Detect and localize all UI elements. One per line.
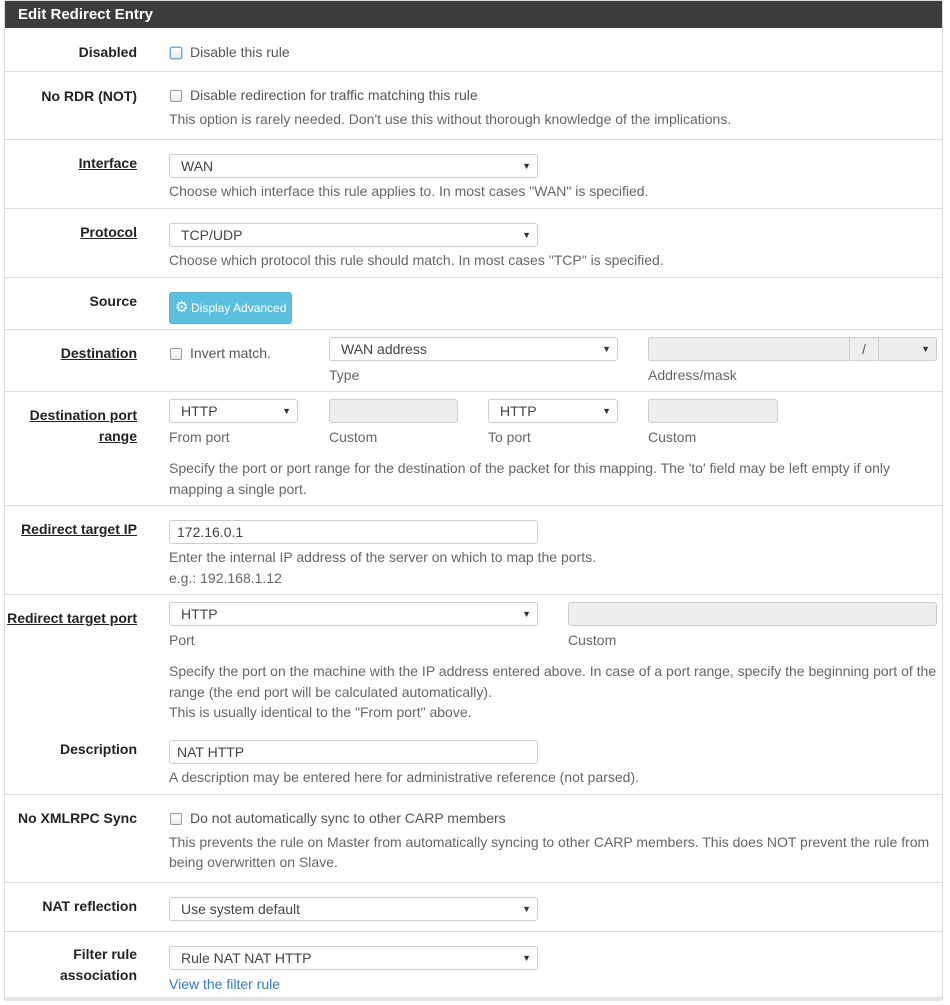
to-port-value: HTTP [500, 403, 537, 419]
destination-type-caption: Type [329, 367, 360, 383]
view-filter-rule-link[interactable]: View the filter rule [169, 976, 281, 992]
display-advanced-button[interactable] [169, 292, 292, 324]
to-port-custom-caption: Custom [648, 429, 697, 445]
dest-port-label-line2: range [98, 428, 137, 444]
description-label: Description [59, 741, 137, 757]
row-divider [5, 277, 942, 278]
chevron-down-icon: ▼ [602, 406, 611, 416]
display-advanced-label: Display Advanced [191, 301, 287, 315]
destination-type-value: WAN address [341, 341, 427, 357]
invert-match-text[interactable]: Invert match. [190, 345, 271, 361]
disabled-label: Disabled [78, 44, 137, 60]
nordr-help: This option is rarely needed. Don't use this without thorough knowledge of the implications. [169, 111, 732, 127]
row-divider [5, 882, 942, 883]
target-port-label: Redirect target port [7, 610, 137, 626]
from-port-value: HTTP [181, 403, 218, 419]
destination-mask-select[interactable] [878, 337, 937, 361]
source-label: Source [89, 293, 137, 309]
nat-reflection-value: Use system default [181, 901, 301, 917]
to-port-caption: To port [488, 429, 531, 445]
row-divider [5, 794, 942, 795]
dest-port-help-line2: mapping a single port. [169, 481, 307, 497]
panel-footer [5, 997, 942, 1001]
protocol-select[interactable] [169, 223, 538, 247]
destination-label: Destination [60, 345, 137, 361]
nordr-label: No RDR (NOT) [41, 88, 137, 104]
xmlrpc-help-line2: being overwritten on Slave. [169, 854, 338, 870]
edit-redirect-panel [4, 0, 943, 1000]
from-port-custom-input[interactable] [329, 399, 458, 423]
xmlrpc-checkbox-text[interactable]: Do not automatically sync to other CARP members [190, 810, 506, 826]
target-port-help-line2: range (the end port will be calculated automatically). [169, 684, 492, 700]
description-input[interactable]: NAT HTTP [169, 740, 538, 764]
row-divider [5, 71, 942, 72]
row-divider [5, 594, 942, 595]
interface-select[interactable] [169, 154, 538, 178]
filter-rule-select[interactable] [169, 946, 538, 970]
target-ip-label: Redirect target IP [21, 521, 137, 537]
row-divider [5, 208, 942, 209]
target-port-help-line1: Specify the port on the machine with the IP address entered above. In case of a port range, specify the beginning port of the [169, 663, 937, 679]
row-divider [5, 391, 942, 392]
chevron-down-icon: ▼ [522, 230, 531, 240]
nat-reflection-select[interactable] [169, 897, 538, 921]
target-port-custom-caption: Custom [568, 632, 617, 648]
from-port-caption: From port [169, 429, 230, 445]
interface-help: Choose which interface this rule applies to. In most cases "WAN" is specified. [169, 183, 649, 199]
xmlrpc-label: No XMLRPC Sync [17, 810, 137, 826]
filter-rule-value: Rule NAT NAT HTTP [181, 950, 312, 966]
nat-reflection-label: NAT reflection [42, 898, 137, 914]
target-ip-help-line1: Enter the internal IP address of the server on which to map the ports. [169, 549, 596, 565]
panel-title: Edit Redirect Entry [5, 1, 942, 28]
from-port-select[interactable] [169, 399, 298, 423]
row-divider [5, 329, 942, 330]
row-divider [5, 139, 942, 140]
gear-icon: ⚙ [175, 299, 189, 316]
dest-port-help-line1: Specify the port or port range for the destination of the packet for this mapping. The 'to' field may be left empty if only [169, 460, 891, 476]
row-divider [5, 931, 942, 932]
invert-match-checkbox[interactable] [170, 348, 182, 360]
chevron-down-icon: ▼ [282, 406, 291, 416]
xmlrpc-checkbox[interactable] [170, 813, 182, 825]
filter-rule-label-line1: Filter rule [73, 946, 137, 962]
target-port-caption: Port [169, 632, 195, 648]
target-port-help-line3: This is usually identical to the "From port" above. [169, 704, 472, 720]
chevron-down-icon: ▼ [522, 904, 531, 914]
to-port-select[interactable] [488, 399, 618, 423]
xmlrpc-help-line1: This prevents the rule on Master from automatically syncing to other CARP members. This does NOT prevent the rule from [169, 834, 930, 850]
protocol-label: Protocol [80, 224, 137, 240]
mask-separator: / [849, 337, 879, 361]
target-port-custom-input[interactable] [568, 602, 937, 626]
chevron-down-icon: ▼ [921, 344, 930, 354]
chevron-down-icon: ▼ [522, 609, 531, 619]
destination-address-input[interactable] [648, 337, 850, 361]
nordr-checkbox-text[interactable]: Disable redirection for traffic matching this rule [190, 87, 478, 103]
from-port-custom-caption: Custom [329, 429, 378, 445]
description-help: A description may be entered here for administrative reference (not parsed). [169, 769, 640, 785]
filter-rule-label-line2: association [59, 967, 137, 983]
target-port-value: HTTP [181, 606, 218, 622]
target-port-select[interactable] [169, 602, 538, 626]
target-ip-input[interactable]: 172.16.0.1 [169, 520, 538, 544]
disabled-checkbox[interactable] [170, 47, 182, 59]
protocol-help: Choose which protocol this rule should match. In most cases "TCP" is specified. [169, 252, 664, 268]
destination-address-caption: Address/mask [648, 367, 737, 383]
chevron-down-icon: ▼ [522, 953, 531, 963]
dest-port-label-line1: Destination port [29, 407, 137, 423]
interface-select-value: WAN [181, 158, 214, 174]
row-divider [5, 505, 942, 506]
chevron-down-icon: ▼ [522, 161, 531, 171]
disabled-checkbox-text[interactable]: Disable this rule [190, 44, 290, 60]
protocol-select-value: TCP/UDP [181, 227, 243, 243]
target-ip-help-line2: e.g.: 192.168.1.12 [169, 570, 282, 586]
destination-type-select[interactable] [329, 337, 618, 361]
interface-label: Interface [78, 155, 137, 171]
to-port-custom-input[interactable] [648, 399, 778, 423]
nordr-checkbox[interactable] [170, 90, 182, 102]
chevron-down-icon: ▼ [602, 344, 611, 354]
